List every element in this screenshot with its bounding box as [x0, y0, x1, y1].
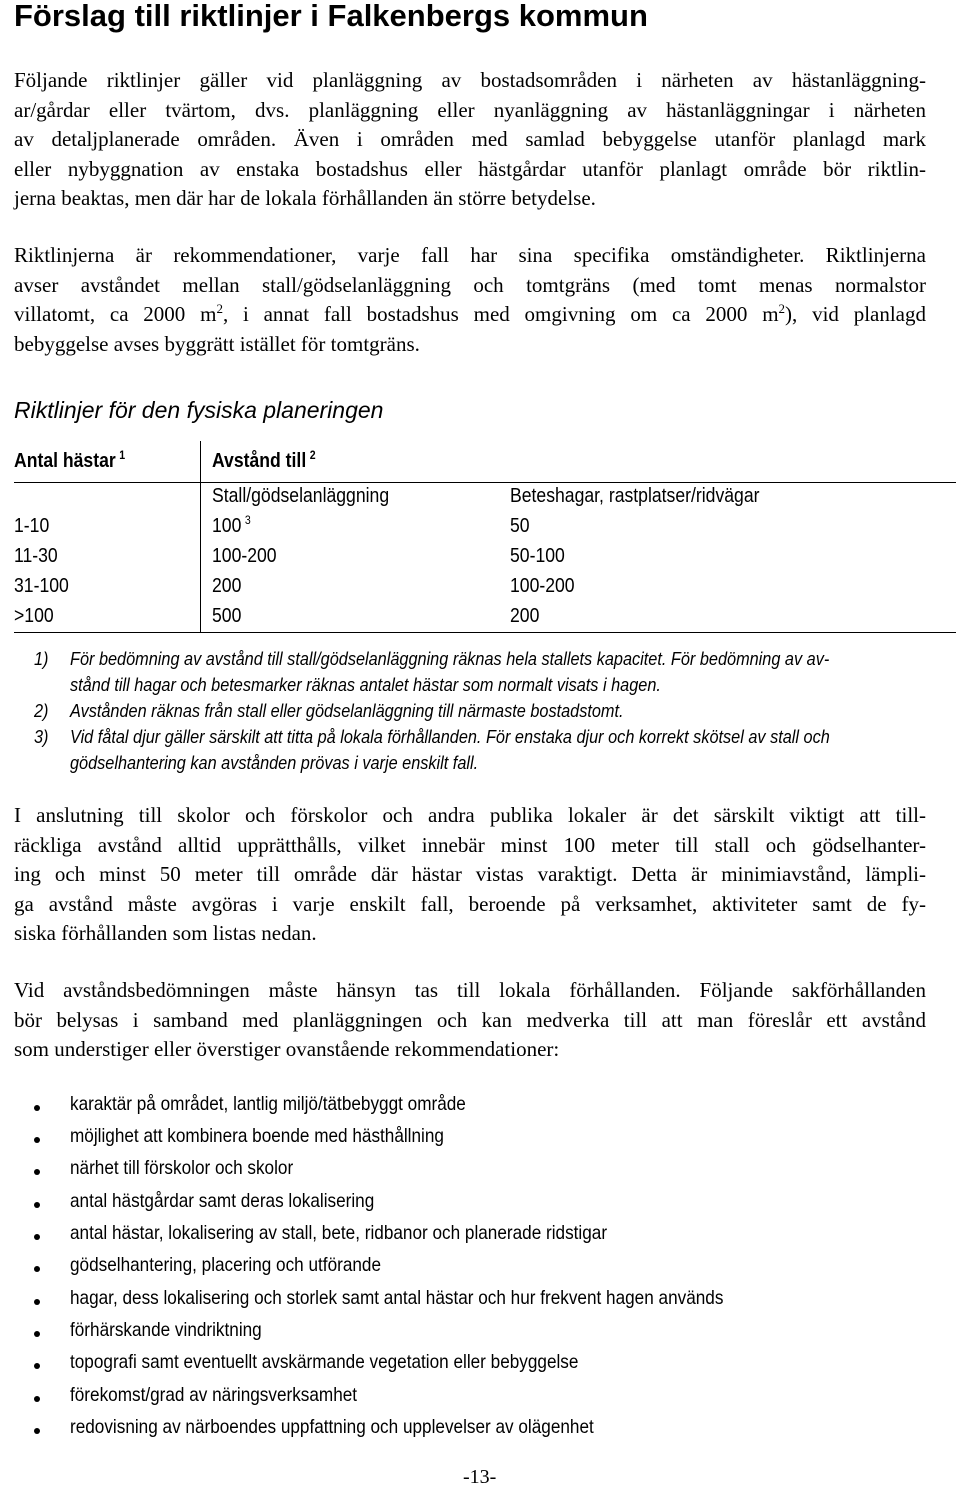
bullet-dot	[34, 1428, 40, 1434]
table-bottom-divider	[14, 632, 956, 633]
paragraph-line: bör belysas i samband med planläggningen och kan medverka till att man föreslår ett avstånd	[14, 1007, 926, 1032]
footnote-number: 2)	[34, 700, 49, 721]
paragraph-line: Riktlinjerna är rekommendationer, varje fall har sina specifika omständigheter. Riktlinjerna	[14, 243, 926, 267]
footnote-ref: 1	[119, 448, 126, 462]
intro-paragraph	[14, 66, 926, 214]
footnote-text: Vid fåtal djur gäller särskilt att titta på lokala förhållanden. För enstaka djur och korrekt skötsel av stall och	[70, 726, 830, 747]
list-item: topografi samt eventuellt avskärmande vegetation eller bebyggelse	[70, 1351, 579, 1373]
table-vertical-divider	[200, 441, 201, 632]
paragraph-line: jerna beaktas, men där har de lokala förhållanden än större betydelse.	[14, 186, 596, 210]
list-item: karaktär på området, lantlig miljö/tätbebyggt område	[70, 1093, 466, 1115]
list-item: antal hästgårdar samt deras lokalisering	[70, 1190, 375, 1212]
paragraph-line: räckliga avstånd alltid upprätthålls, vilket innebär minst 100 meter till stall och gödselhanter-	[14, 832, 926, 857]
bullet-dot	[34, 1105, 40, 1111]
text-fragment: ), vid planlagd	[785, 302, 927, 326]
table-cell-pasture: 100-200	[510, 575, 575, 597]
subheader-pasture: Beteshagar, rastplatser/ridvägar	[510, 485, 760, 507]
footnote-number: 1)	[34, 648, 49, 669]
page-number: -13-	[463, 1466, 497, 1488]
list-item: redovisning av närboendes uppfattning och upplevelser av olägenhet	[70, 1416, 594, 1438]
bullet-dot	[34, 1137, 40, 1143]
list-item: antal hästar, lokalisering av stall, bete, ridbanor och planerade ridstigar	[70, 1222, 608, 1244]
paragraph-line: ar/gårdar eller tvärtom, dvs. planläggning eller nyanläggning av hästanläggningar i närheten	[14, 97, 926, 122]
text-fragment: villatomt, ca 2000 m	[14, 302, 217, 326]
bullet-dot	[34, 1299, 40, 1305]
footnote-text: För bedömning av avstånd till stall/gödselanläggning räknas hela stallets kapacitet. För bedömning av av-	[70, 648, 830, 669]
list-item: möjlighet att kombinera boende med hästhållning	[70, 1125, 444, 1147]
footnote-ref: 2	[309, 448, 316, 462]
table-cell-horses: >100	[14, 605, 54, 627]
table-cell-pasture: 200	[510, 605, 540, 627]
paragraph-line: bebyggelse avses byggrätt istället för tomtgräns.	[14, 331, 420, 356]
footnote-text: stånd till hagar och betesmarker räknas antalet hästar som normalt visats i hagen.	[70, 674, 661, 695]
superscript: 2	[216, 301, 223, 316]
paragraph-line	[14, 300, 926, 330]
table-cell-pasture: 50-100	[510, 545, 565, 567]
table-cell-stall: 500	[212, 605, 242, 627]
bullet-dot	[34, 1266, 40, 1272]
table-cell-stall: 200	[212, 575, 242, 597]
paragraph-line: Vid avståndsbedömningen måste hänsyn tas till lokala förhållanden. Följande sakförhållanden	[14, 978, 926, 1002]
paragraph-line: av detaljplanerade områden. Även i områden med samlad bebyggelse utanför planlagd mark	[14, 127, 926, 151]
text-fragment: , i annat fall bostadshus med omgivning om ca 2000 m	[222, 302, 779, 326]
table-cell-horses: 11-30	[14, 545, 58, 567]
superscript: 2	[778, 301, 786, 316]
list-item: närhet till förskolor och skolor	[70, 1157, 294, 1179]
table-cell-pasture: 50	[510, 515, 530, 537]
header-label: Avstånd till	[212, 450, 307, 472]
paragraph-line: I anslutning till skolor och förskolor och andra publika lokaler är det särskilt viktigt att till-	[14, 803, 926, 827]
paragraph-line: som understiger eller överstiger ovanstående rekommendationer:	[14, 1037, 560, 1061]
table-header-horses	[14, 450, 125, 473]
footnote-number: 3)	[34, 726, 49, 747]
bullet-dot	[34, 1331, 40, 1337]
table-header-divider	[14, 482, 956, 483]
footnote-ref: 3	[244, 513, 251, 527]
bullet-dot	[34, 1169, 40, 1175]
table-cell-stall	[212, 515, 251, 538]
cell-value: 100	[212, 515, 242, 537]
table-cell-horses: 1-10	[14, 515, 50, 537]
paragraph-line: Följande riktlinjer gäller vid planläggning av bostadsområden i närheten av hästanläggning-	[14, 68, 926, 92]
paragraph-line: siska förhållanden som listas nedan.	[14, 921, 317, 945]
recommendation-paragraph	[14, 241, 926, 359]
bullet-dot	[34, 1202, 40, 1208]
footnote-text: Avstånden räknas från stall eller gödselanläggning till närmaste bostadstomt.	[70, 700, 624, 721]
paragraph-line: eller nybyggnation av enstaka bostadshus eller hästgårdar utanför planlagt område bör riktlin-	[14, 156, 926, 181]
assessment-paragraph	[14, 976, 926, 1065]
paragraph-line: ing och minst 50 meter till område där hästar vistas varaktigt. Detta är minimiavstånd, lämpli-	[14, 862, 926, 886]
bullet-dot	[34, 1234, 40, 1240]
header-label: Antal hästar	[14, 450, 116, 472]
subheader-stall: Stall/gödselanläggning	[212, 485, 390, 507]
paragraph-line: ga avstånd måste avgöras i varje enskilt fall, beroende på verksamhet, aktiviteter samt de fy-	[14, 891, 926, 916]
table-header-distance	[212, 450, 316, 473]
bullet-dot	[34, 1363, 40, 1369]
bullet-dot	[34, 1396, 40, 1402]
schools-paragraph	[14, 801, 926, 949]
list-item: förhärskande vindriktning	[70, 1319, 262, 1341]
section-heading: Riktlinjer för den fysiska planeringen	[14, 397, 384, 423]
footnote-text: gödselhantering kan avstånden prövas i varje enskilt fall.	[70, 752, 479, 773]
list-item: hagar, dess lokalisering och storlek samt antal hästar och hur frekvent hagen används	[70, 1287, 724, 1309]
page-title: Förslag till riktlinjer i Falkenbergs kommun	[14, 0, 648, 33]
paragraph-line: avser avståndet mellan stall/gödselanläggning och tomtgräns (med tomt menas normalstor	[14, 272, 926, 297]
list-item: gödselhantering, placering och utförande	[70, 1254, 382, 1276]
table-cell-stall: 100-200	[212, 545, 277, 567]
list-item: förekomst/grad av näringsverksamhet	[70, 1384, 358, 1406]
table-cell-horses: 31-100	[14, 575, 69, 597]
